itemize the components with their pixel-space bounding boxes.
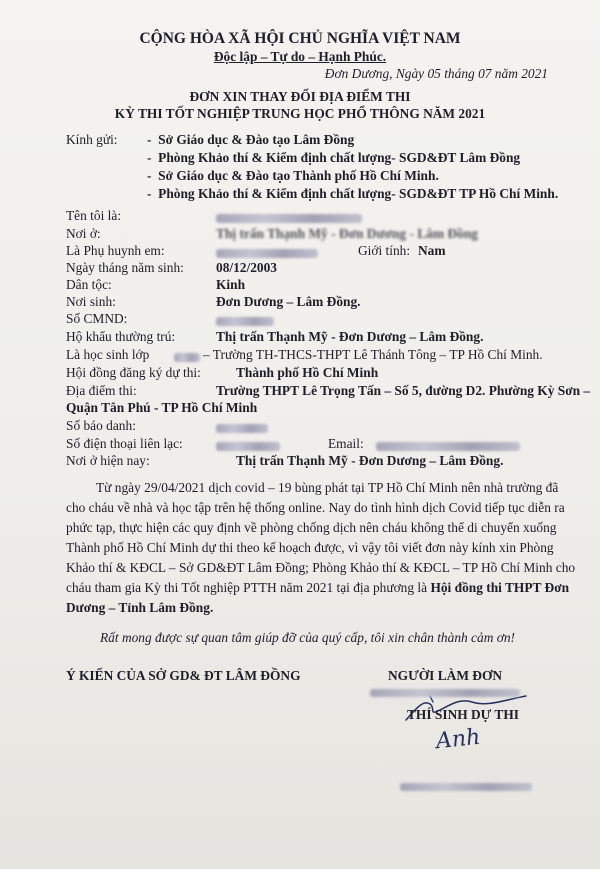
body-line-bold: Dương – Tỉnh Lâm Đồng. [66, 600, 214, 615]
ethnicity-value: Kinh [216, 277, 246, 292]
redacted-name [216, 209, 362, 227]
council-label: Hội đồng đăng ký dự thi: [66, 365, 201, 380]
recipient-item: - Phòng Khảo thí & Kiểm định chất lượng- SGD&ĐT TP Hồ Chí Minh. [147, 186, 559, 201]
exam-number-label: Số báo danh: [66, 418, 136, 433]
redacted-candidate-name [400, 778, 532, 796]
household-label: Hộ khẩu thường trú: [66, 329, 176, 344]
recipients-label: Kính gửi: [66, 132, 118, 147]
class-label: Là học sinh lớp [66, 347, 150, 362]
recipient-item: - Sở Giáo dục & Đào tạo Lâm Đồng [147, 132, 355, 147]
body-line: phức tạp, thực hiện các quy định về phòng chống dịch nên cháu không thể di chuyển xuống [66, 520, 557, 535]
current-address-value: Thị trấn Thạnh Mỹ - Đơn Dương – Lâm Đồng. [236, 453, 504, 468]
gender-label: Giới tính: [358, 243, 411, 258]
candidate-signature: Anh [434, 724, 482, 755]
venue-line1: Trường THPT Lê Trọng Tấn – Số 5, đường D2. Phường Kỳ Sơn – [216, 383, 591, 398]
body-line: Thành phố Hồ Chí Minh dự thi theo kế hoạch được, vì vậy tôi viết đơn này kính xin Phòng [66, 540, 554, 555]
dob-value: 08/12/2003 [216, 260, 278, 275]
venue-label: Địa điểm thi: [66, 383, 137, 398]
dob-label: Ngày tháng năm sinh: [66, 260, 184, 275]
body-line: cháu tham gia Kỳ thi Tốt nghiệp PTTH năm 2021 tại địa phương là Hội đồng thi THPT Đơn [66, 580, 570, 595]
ethnicity-label: Dân tộc: [66, 277, 112, 292]
document-title: ĐƠN XIN THAY ĐỔI ĐỊA ĐIỂM THI [189, 89, 411, 104]
recipient-item: - Sở Giáo dục & Đào tạo Thành phố Hồ Chí Minh. [147, 168, 439, 183]
redacted-class [174, 348, 200, 366]
closing-line: Rất mong được sự quan tâm giúp đỡ của quý cấp, tôi xin chân thành cảm ơn! [100, 630, 516, 645]
gender-value: Nam [418, 243, 446, 258]
national-title: CỘNG HÒA XÃ HỘI CHỦ NGHĨA VIỆT NAM [139, 30, 461, 47]
redacted-id [216, 312, 274, 330]
id-label: Số CMND: [66, 311, 128, 326]
document-subtitle: KỲ THI TỐT NGHIỆP TRUNG HỌC PHỔ THÔNG NĂM 2021 [114, 106, 486, 121]
household-value: Thị trấn Thạnh Mỹ - Đơn Dương – Lâm Đồng. [216, 329, 484, 344]
address-value: Thị trấn Thạnh Mỹ - Đơn Dương - Lâm Đồng [216, 226, 478, 241]
department-opinion-title: Ý KIẾN CỦA SỞ GD& ĐT LÂM ĐỒNG [66, 668, 301, 683]
address-label: Nơi ở: [66, 226, 101, 241]
venue-line2: Quận Tân Phú - TP Hồ Chí Minh [66, 400, 258, 415]
body-line: cho cháu về nhà và học tập trên hệ thống online. Nay do tình hình dịch Covid tiếp tục diễn ra [66, 500, 565, 515]
name-label: Tên tôi là: [66, 208, 122, 223]
phone-label: Số điện thoại liên lạc: [66, 436, 183, 451]
redacted-applicant-name [370, 684, 520, 702]
candidate-title: THÍ SINH DỰ THI [407, 707, 519, 722]
place-date: Đơn Dương, Ngày 05 tháng 07 năm 2021 [324, 66, 548, 81]
body-line: Khảo thí & KĐCL – Sở GD&ĐT Lâm Đồng; Phòng Khảo thí & KĐCL – TP Hồ Chí Minh cho [66, 560, 576, 575]
birthplace-value: Đơn Dương – Lâm Đồng. [216, 294, 361, 309]
parent-label: Là Phụ huynh em: [66, 243, 165, 258]
redacted-exam-number [216, 419, 268, 437]
email-label: Email: [328, 436, 364, 451]
current-address-label: Nơi ở hiện nay: [66, 453, 150, 468]
national-motto: Độc lập – Tự do – Hạnh Phúc. [213, 49, 387, 64]
council-value: Thành phố Hồ Chí Minh [236, 365, 379, 380]
birthplace-label: Nơi sinh: [66, 294, 116, 309]
class-value: – Trường TH-THCS-THPT Lê Thánh Tông – TP Hồ Chí Minh. [203, 347, 543, 362]
applicant-title: NGƯỜI LÀM ĐƠN [388, 668, 503, 683]
recipient-item: - Phòng Khảo thí & Kiểm định chất lượng- SGD&ĐT Lâm Đồng [147, 150, 521, 165]
body-line: Từ ngày 29/04/2021 dịch covid – 19 bùng phát tại TP Hồ Chí Minh nên nhà trường đã [96, 480, 559, 495]
